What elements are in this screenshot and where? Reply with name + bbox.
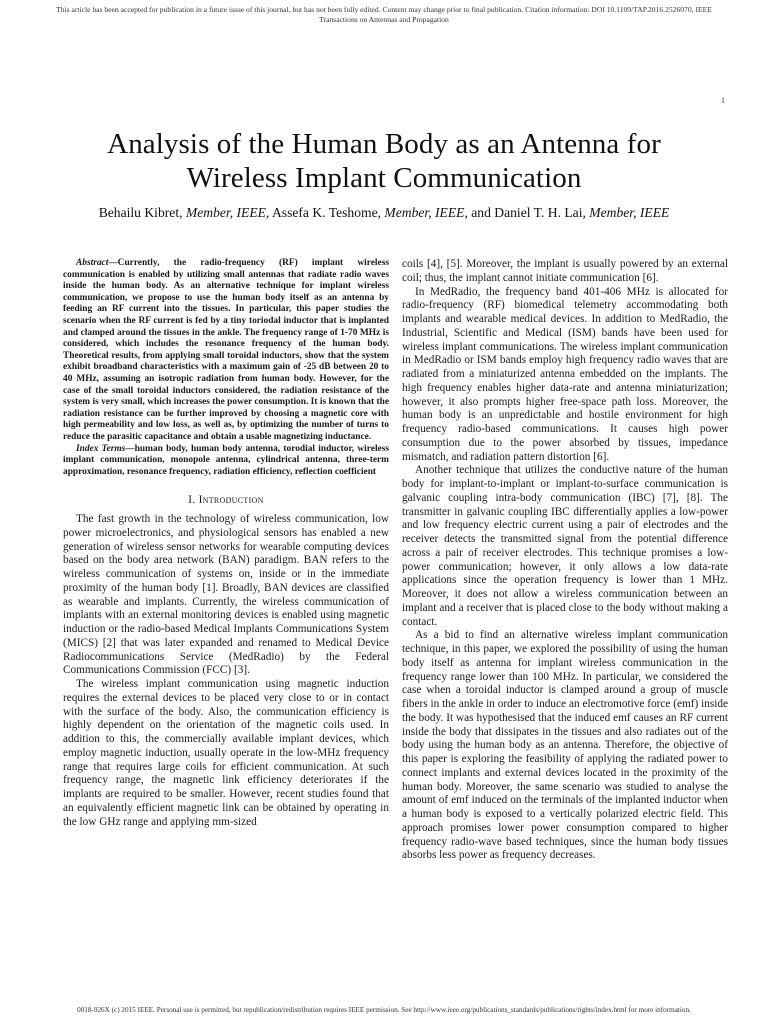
author-1-affiliation: Member, IEEE, <box>185 205 270 220</box>
section-heading-introduction <box>63 494 389 508</box>
section-title: Introduction <box>198 494 264 507</box>
body-paragraph: coils [4], [5]. Moreover, the implant is usually powered by an external coil; thus, the implant cannot initiate communication [6]. <box>402 258 728 284</box>
index-terms <box>63 444 389 479</box>
body-paragraph: As a bid to find an alternative wireless implant communication technique, in this paper, we explored the possibility of using the human body itself as antenna for implant wireless communication in the frequency range lower than 100 MHz. In particular, we considered the case when a toroidal inductor is clamped around a group of muscle fibers in the ankle in order to induce an electromotive force (emf) inside the body. It was hypothesised that the induced emf causes an RF current inside the body that dissipates in the tissues and also radiates out of the body using the human body as an antenna. Therefore, the objective of this paper is exploring the feasibility of applying the radiated power to connect implants and external devices located in the proximity of the human body. Moreover, the same scenario was studied to analyse the amount of emf induced on the terminals of the implanted inductor when a human body is exposed to a vertically polarized electric field. This approach promises lower power consumption compared to higher frequency radio-wave based techniques, since the human body tissues absorbs less power as frequency decreases. <box>402 629 728 862</box>
index-terms-label: Index Terms <box>76 443 126 454</box>
journal-status-note-line2: Transactions on Antennas and Propagation <box>319 15 449 24</box>
paper-title-line1: Analysis of the Human Body as an Antenna for <box>107 128 661 160</box>
left-column <box>63 258 389 829</box>
author-2-affiliation: Member, IEEE, <box>384 205 468 220</box>
author-1-name: Behailu Kibret, <box>98 205 186 220</box>
body-paragraph: Another technique that utilizes the conductive nature of the human body for implant-to-implant or implant-to-surface communication is galvanic coupling intra-body communication (IBC) [7], [8]. The transmitter in galvanic coupling IBC differentially applies a low-power and low frequency electric current using a pair of electrodes and the receiver detects the transmitted signal from the potential difference across a pair of receiver electrodes. This technique promises a low-power communication; however, it only allows a low data-rate applications since the operation frequency is lower than 1 MHz. Moreover, it does not allow a wireless communication between an implant and a receiver that is placed close to the body without making a contact. <box>402 464 728 628</box>
journal-status-note <box>0 5 768 25</box>
section-numeral: I. <box>188 494 199 507</box>
abstract-label: Abstract <box>76 258 109 268</box>
abstract <box>63 258 389 444</box>
page-number: 1 <box>721 96 725 105</box>
body-paragraph: The wireless implant communication using magnetic induction requires the external devices to be placed very close to or in contact with the surface of the body. Also, the communication efficiency is highly dependent on the orientation of the magnetic coils used. In addition to this, the commercially available implant devices, which employ magnetic induction, usually operate in the low-MHz frequency range that requires large coils for efficient communication. At such frequency range, the magnetic link efficiency deteriorates if the implants are required to be smaller. However, recent studies found that an equivalently efficient magnetic link can be obtained by operating in the low GHz range and applying mm-sized <box>63 678 389 828</box>
author-2-name: Assefa K. Teshome, <box>269 205 385 220</box>
index-terms-text: —human body, human body antenna, torodial inductor, wireless implant communication, monopole antenna, cylindrical antenna, three-term approximation, resonance frequency, radiation efficiency, reflection coefficient <box>63 443 390 477</box>
author-3-name: and Daniel T. H. Lai, <box>467 205 590 220</box>
abstract-text: —Currently, the radio-frequency (RF) implant wireless communication is enabled by utilizing small antennas that radiate radio waves inside the human body. As an alternative technique for implant wireless communication, we propose to use the human body itself as an antenna by feeding an RF current into the tissues. In particular, this paper studies the scenario when the RF current is fed by a tiny toriodal inductor that is implanted and clamped around the tissues in the ankle. The frequency range of 1-70 MHz is considered, which includes the resonance frequency of the human body. Theoretical results, from applying small toroidal inductors, show that the system exhibit broadband characteristics with a maximum gain of -25 dB between 20 to 40 MHz, assuming an isotropic radiation from human body. However, for the case of the small toroidal inductors considered, the radiation resistance of the system is very small, which increases the power consumption. It is known that the radiation resistance can be further improved by choosing a magnetic core with high permeability and low loss, as well as, by optimizing the number of turns to reduce the parasitic capacitance and obtain a usable magnetizing inductance. <box>63 258 389 442</box>
body-paragraph: The fast growth in the technology of wireless communication, low power microelectronics, and physiological sensors has enabled a new generation of wireless sensor networks for wearable computing devices based on the body area network (BAN) paradigm. BAN refers to the wireless communication of systems on, inside or in the immediate proximity of the human body [1]. Broadly, BAN devices are classified as wearable and implants. Currently, the wireless communication of implants with an external monitoring devices is enabled using magnetic induction or the radio-based Medical Implants Communications System (MICS) [2] that was later expanded and renamed to Medical Device Radiocommunications Service (MedRadio) by the Federal Communications Commission (FCC) [3]. <box>63 513 389 677</box>
paper-title-line2: Wireless Implant Communication <box>186 162 582 194</box>
right-column <box>402 258 728 863</box>
body-paragraph: In MedRadio, the frequency band 401-406 MHz is allocated for radio-frequency (RF) biomedical telemetry accommodating both implants and wearable medical devices. In addition to MedRadio, the Industrial, Scientific and Medical (ISM) bands have been used for wireless implant communications. The wireless implant communication in MedRadio or ISM bands employ high frequency radio waves that are radiated from a miniaturized antenna embedded on the implants. The high frequency enables higher data-rate and antenna miniaturization; however, it also prompts higher free-space path loss. Moreover, the human body is an unpredictable and hostile environment for high frequency radio-based communications. It causes high power consumption due to the power absorbed by tissues, impedance mismatch, and radiation pattern distortion [6]. <box>402 285 728 463</box>
copyright-footer: 0018-926X (c) 2015 IEEE. Personal use is permitted, but republication/redistribution requires IEEE permission. See http://www.ieee.org/publications_standards/publications/rights/index.html for more information. <box>77 1006 691 1014</box>
paper-title <box>0 127 768 195</box>
author-list <box>0 205 768 221</box>
journal-status-note-line1: This article has been accepted for publication in a future issue of this journal, but has not been fully edited. Content may change prior to final publication. Citation information: DOI 10.1109/TAP.2016.2526070, IEEE <box>56 5 712 14</box>
author-3-affiliation: Member, IEEE <box>589 205 670 220</box>
